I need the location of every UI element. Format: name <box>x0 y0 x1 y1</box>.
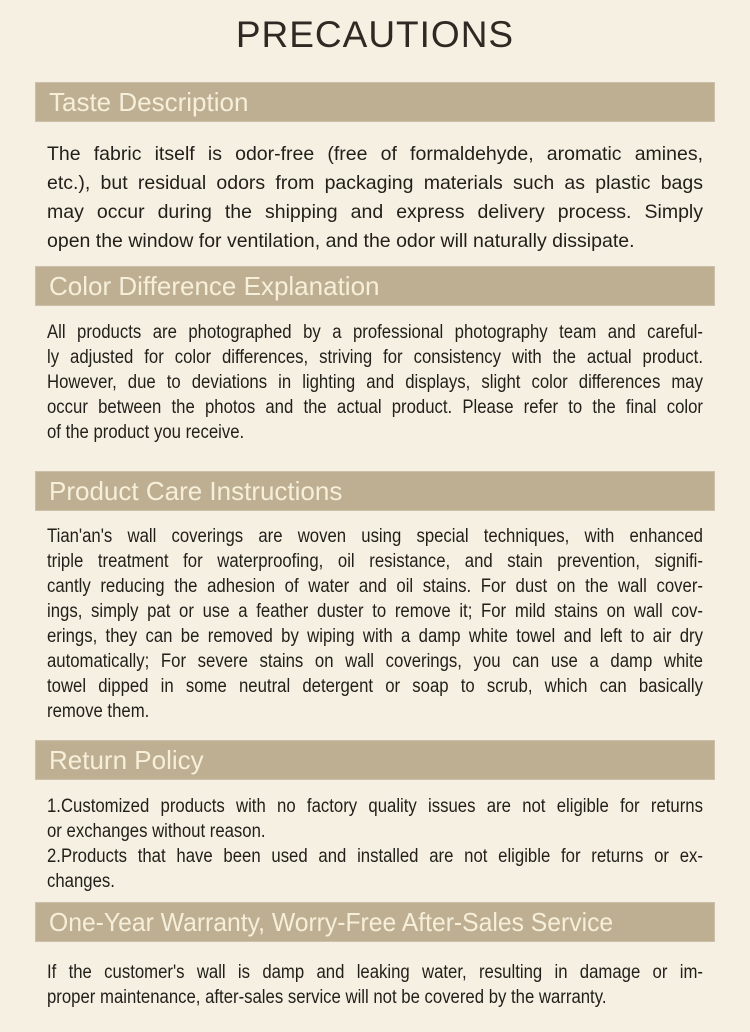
section-body-color-difference <box>47 320 703 445</box>
section-heading-label: Taste Description <box>49 87 249 117</box>
paragraph-line: If the customer's wall is damp and leaking water, resulting in damage or im- <box>47 962 703 983</box>
section-heading-label: Return Policy <box>49 745 204 775</box>
paragraph-line: open the window for ventilation, and the odor will naturally dissipate. <box>47 230 635 252</box>
paragraph <box>47 140 703 256</box>
paragraph-line: The fabric itself is odor-free (free of formaldehyde, aromatic amines, <box>47 143 703 165</box>
paragraph-line: changes. <box>47 871 115 892</box>
paragraph-line: triple treatment for waterproofing, oil resistance, and stain prevention, signifi- <box>47 551 703 572</box>
paragraph-line: Tian'an's wall coverings are woven using special techniques, with enhanced <box>47 526 703 547</box>
paragraph <box>47 794 703 894</box>
paragraph-line: towel dipped in some neutral detergent or soap to scrub, which can basically <box>47 676 703 697</box>
paragraph-line: of the product you receive. <box>47 422 245 443</box>
paragraph-line: or exchanges without reason. <box>47 821 266 842</box>
section-heading-product-care <box>35 471 715 511</box>
section-heading-label: One-Year Warranty, Worry-Free After-Sales Service <box>49 907 614 937</box>
section-heading-color-difference <box>35 266 715 306</box>
paragraph-line: automatically; For severe stains on wall coverings, you can use a damp white <box>47 651 703 672</box>
paragraph <box>47 320 703 445</box>
paragraph <box>47 524 703 724</box>
paragraph <box>47 960 703 1010</box>
paragraph-line: ly adjusted for color differences, striving for consistency with the actual product. <box>47 347 703 368</box>
paragraph-line: proper maintenance, after-sales service will not be covered by the warranty. <box>47 987 607 1008</box>
section-heading-return-policy <box>35 740 715 780</box>
section-heading-label: Color Difference Explanation <box>49 271 380 301</box>
section-heading-label: Product Care Instructions <box>49 476 343 506</box>
paragraph-line: remove them. <box>47 701 150 722</box>
paragraph-line: may occur during the shipping and express delivery process. Simply <box>47 201 703 223</box>
page-title: PRECAUTIONS <box>235 14 515 55</box>
paragraph-line: However, due to deviations in lighting and displays, slight color differences may <box>47 372 703 393</box>
section-body-product-care <box>47 524 703 724</box>
section-body-taste-description <box>47 140 703 256</box>
paragraph-line: ings, simply pat or use a feather duster to remove it; For mild stains on wall cov- <box>47 601 703 622</box>
paragraph-line: etc.), but residual odors from packaging materials such as plastic bags <box>47 172 703 194</box>
paragraph-line: 1.Customized products with no factory quality issues are not eligible for returns <box>47 796 703 817</box>
section-body-return-policy <box>47 794 703 894</box>
section-heading-warranty <box>35 902 715 942</box>
paragraph-line: 2.Products that have been used and installed are not eligible for returns or ex- <box>47 846 703 867</box>
section-heading-taste-description <box>35 82 715 122</box>
paragraph-line: All products are photographed by a professional photography team and careful- <box>47 322 703 343</box>
paragraph-line: erings, they can be removed by wiping with a damp white towel and left to air dry <box>47 626 703 647</box>
section-body-warranty <box>47 960 703 1010</box>
paragraph-line: cantly reducing the adhesion of water and oil stains. For dust on the wall cover- <box>47 576 703 597</box>
paragraph-line: occur between the photos and the actual product. Please refer to the final color <box>47 397 703 418</box>
